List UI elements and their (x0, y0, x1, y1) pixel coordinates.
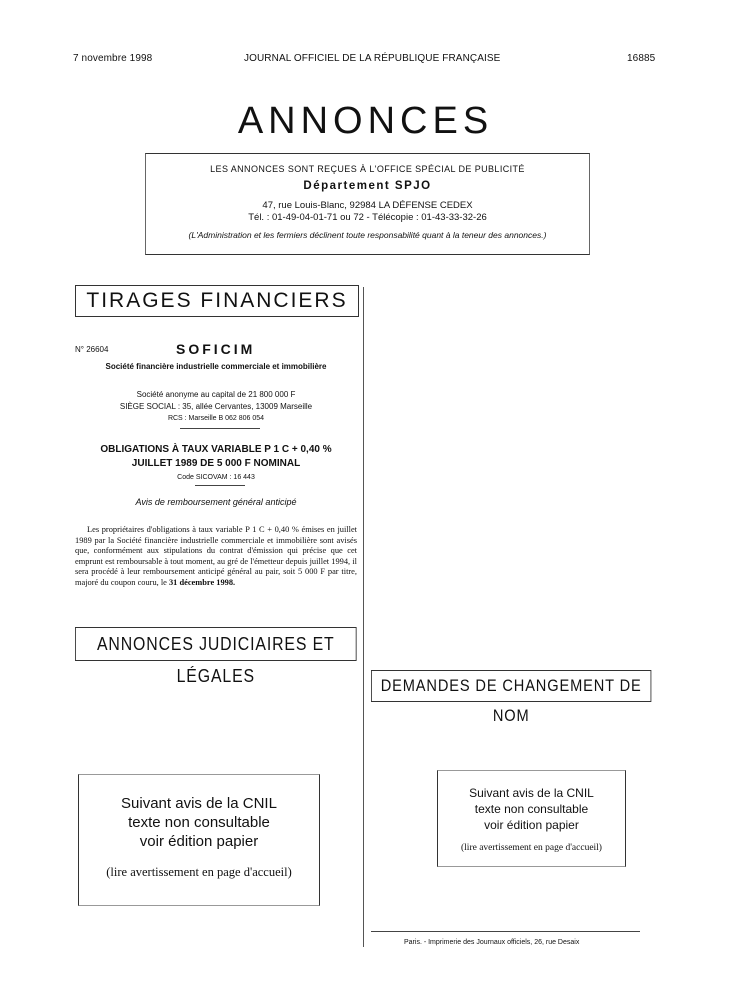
notice-body-text: Les propriétaires d'obligations à taux variable P 1 C + 0,40 % émises en juillet 1989 par la Société financière industrielle commerciale et immobilière sont avisés que, conformément aux stipulations du contrat d'émission qui précise que cet emprunt est remboursable à tout moment, au gré de l'émetteur depuis juillet 1994, il sera procédé à leur remboursement anticipé général au pair, soit 5 000 F par titre, majoré du coupon couru, le (75, 525, 357, 587)
notice-body-date: 31 décembre 1998. (168, 577, 236, 587)
cnil-line-3: voir édition papier (484, 818, 579, 832)
notice-number: N° 26604 (75, 345, 109, 354)
cnil-notice-box (78, 774, 320, 906)
cnil-line-2: texte non consultable (474, 802, 589, 816)
notice-body (75, 525, 357, 589)
cnil-notice-box (437, 770, 626, 867)
info-disclaimer: (L'Administration et les fermiers déclinent toute responsabilité quant à la teneur des annonces.) (188, 230, 547, 240)
cnil-line-1: Suivant avis de la CNIL (469, 786, 594, 800)
column-divider (363, 287, 364, 947)
company-headquarters: SIÈGE SOCIAL : 35, allée Cervantes, 13009 Marseille (119, 402, 313, 411)
cnil-line-1: Suivant avis de la CNIL (121, 795, 277, 812)
divider-rule (195, 485, 245, 486)
obligations-heading (75, 443, 357, 471)
obligations-line-2: JUILLET 1989 DE 5 000 F NOMINAL (131, 458, 301, 469)
section-title-tirages: TIRAGES FINANCIERS (75, 285, 359, 317)
cnil-line-2: texte non consultable (128, 814, 270, 831)
header-page-number: 16885 (627, 53, 656, 64)
info-reception-line: LES ANNONCES SONT REÇUES À L'OFFICE SPÉCIAL DE PUBLICITÉ (210, 164, 525, 174)
info-address: 47, rue Louis-Blanc, 92984 LA DÉFENSE CEDEX (262, 200, 473, 211)
company-name: SOFICIM (176, 341, 256, 357)
info-department: Département SPJO (303, 180, 432, 192)
header-date: 7 novembre 1998 (73, 53, 153, 64)
cnil-note: (lire avertissement en page d'accueil) (106, 865, 292, 879)
header-journal-title: JOURNAL OFFICIEL DE LA RÉPUBLIQUE FRANÇAISE (244, 53, 501, 64)
obligations-line-1: OBLIGATIONS À TAUX VARIABLE P 1 C + 0,40 % (100, 444, 332, 455)
publicity-info-box (145, 153, 590, 255)
footer-rule (371, 931, 640, 932)
company-rcs: RCS : Marseille B 062 806 054 (167, 415, 265, 422)
printer-footer: Paris. - Imprimerie des Journaux officiels, 26, rue Desaix (404, 939, 580, 946)
divider-rule (180, 428, 260, 429)
page-title: ANNONCES (237, 100, 494, 142)
company-description: Société financière industrielle commerciale et immobilière (105, 362, 327, 371)
info-phone: Tél. : 01-49-04-01-71 ou 72 - Télécopie : 01-43-33-32-26 (248, 212, 487, 223)
notice-subtitle: Avis de remboursement général anticipé (135, 497, 297, 507)
cnil-line-3: voir édition papier (139, 833, 259, 850)
cnil-note: (lire avertissement en page d'accueil) (461, 843, 602, 853)
company-capital: Société anonyme au capital de 21 800 000 F (136, 390, 296, 399)
section-title-judiciaires: ANNONCES JUDICIAIRES ET LÉGALES (75, 627, 357, 661)
sicovam-code: Code SICOVAM : 16 443 (177, 474, 255, 481)
company-capital-block (75, 389, 357, 413)
section-title-changement-nom: DEMANDES DE CHANGEMENT DE NOM (371, 670, 651, 702)
